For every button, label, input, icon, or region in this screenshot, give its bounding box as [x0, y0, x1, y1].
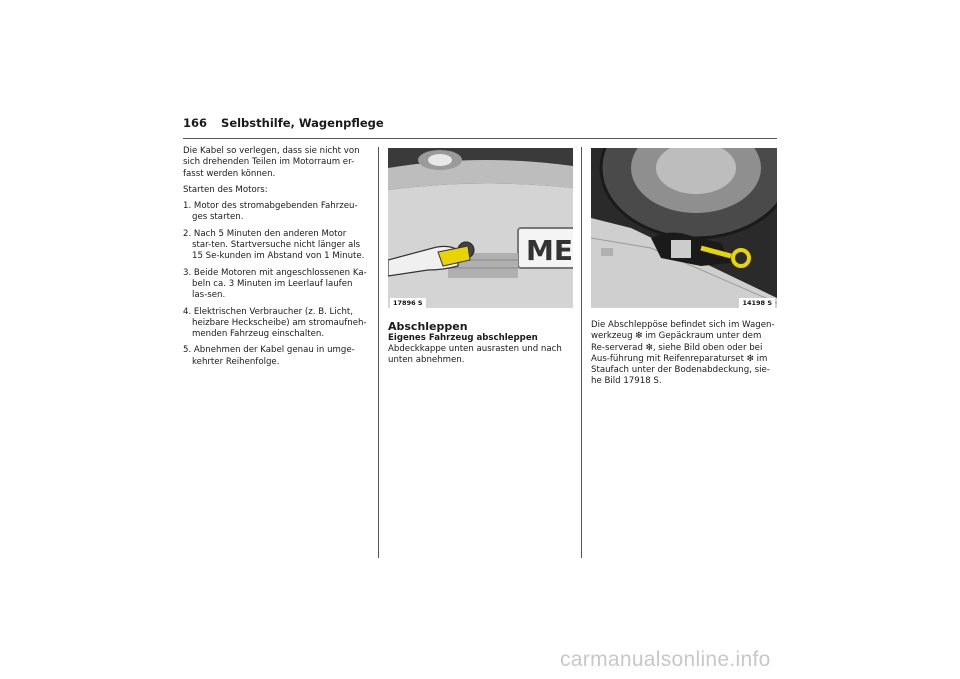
plate-text: ME	[526, 234, 573, 267]
right-column	[591, 320, 777, 393]
page-number: 166	[183, 116, 208, 130]
section-subheading: Eigenes Fahrzeug abschleppen	[388, 333, 538, 343]
spare-wheel-figure	[591, 148, 777, 308]
list-item: 4. Elektrischen Verbraucher (z. B. Licht, heizbare Heckscheibe) am stromaufneh-menden Fahrzeug einschalten.	[183, 306, 367, 340]
column-divider-left	[378, 147, 379, 558]
start-steps-list	[183, 201, 368, 368]
bumper-illustration	[388, 148, 573, 308]
list-item: 2. Nach 5 Minuten den anderen Motor star-ten. Startversuche nicht länger als 15 Se-kunden im Abstand von 1 Minute.	[183, 228, 365, 262]
list-item: 5. Abnehmen der Kabel genau in umge-kehrter Reihenfolge.	[183, 345, 355, 367]
figure-label: 14198 S	[739, 298, 775, 308]
start-engine-text: Starten des Motors:	[183, 184, 268, 195]
header-rule	[183, 138, 777, 139]
page-header	[183, 116, 384, 130]
tow-eye-location-text: Die Abschleppöse befindet sich im Wagen-werkzeug ❇ im Gepäckraum unter dem Re-serverad ❇, siehe Bild oben oder bei Aus-führung mit Reifenreparaturset ❇ im Staufach unter der Bodenabdeckung, sie-he Bild 17918 S.	[591, 320, 775, 387]
watermark: carmanualsonline.info	[560, 648, 771, 671]
cable-routing-text: Die Kabel so verlegen, dass sie nicht von sich drehenden Teilen im Motorraum er-fasst werden können.	[183, 146, 360, 179]
left-column	[183, 146, 368, 373]
trunk-illustration	[591, 148, 777, 308]
middle-column	[388, 320, 573, 372]
list-item: 3. Beide Motoren mit angeschlossenen Ka-beln ca. 3 Minuten im Leerlauf laufen las-sen.	[183, 267, 367, 301]
list-item: 1. Motor des stromabgebenden Fahrzeu-ges starten.	[183, 201, 358, 223]
figure-label: 17896 S	[390, 298, 426, 308]
section-heading: Abschleppen	[388, 320, 468, 333]
column-divider-right	[581, 147, 582, 558]
page-title: Selbsthilfe, Wagenpflege	[221, 116, 384, 130]
bumper-towing-figure	[388, 148, 573, 308]
cover-removal-text: Abdeckkappe unten ausrasten und nach unten abnehmen.	[388, 344, 562, 366]
